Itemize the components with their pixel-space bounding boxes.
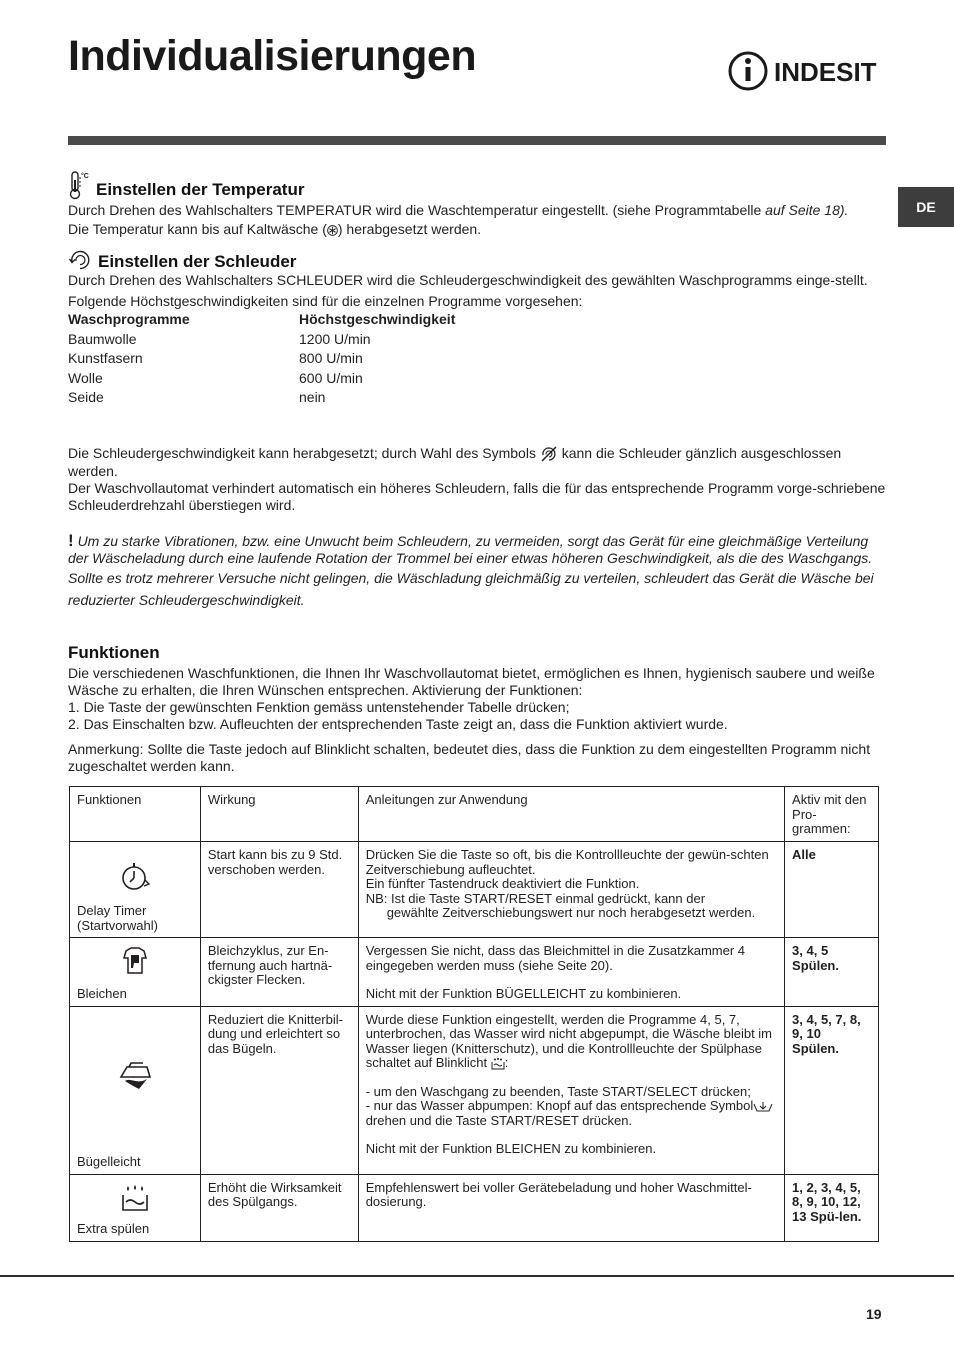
extra-rinse-icon bbox=[120, 1183, 150, 1213]
active-cell: 3, 4, 5, 7, 8, 9, 10 Spülen. bbox=[785, 1006, 879, 1174]
warning-icon: ! bbox=[68, 531, 74, 550]
temperature-section bbox=[68, 170, 888, 238]
functions-note: Anmerkung: Sollte die Taste jedoch auf Blinklicht schalten, bedeutet dies, dass die Funktion zu dem eingestellten Programm nicht zugeschaltet werden kann. bbox=[68, 741, 871, 774]
thermometer-icon bbox=[68, 170, 90, 200]
spin-text-3: Die Schleudergeschwindigkeit kann herabgesetzt; durch Wahl des Symbols kann die Schleuder gänzlich ausgeschlossen werden. bbox=[68, 445, 842, 480]
function-cell bbox=[70, 1006, 201, 1174]
active-cell: Alle bbox=[785, 842, 879, 938]
table-row: Kunstfasern 800 U/min bbox=[68, 350, 363, 366]
page-title: Individualisierungen bbox=[68, 32, 477, 80]
usage-cell: Wurde diese Funktion eingestellt, werden die Programme 4, 5, 7, unterbrochen, das Wasser wird nicht abgepumpt, die Wäsche bleibt im Wasser liegen (Knitterschutz), und die Kontrollleuchte der Spülphase schaltet auf Blinklicht : - um den Waschgang zu beenden, Taste START/SELECT drücken; - nur das Wasser abpumpen: Knopf auf das entsprechende Symboldrehen und die Taste START/RESET drücken. Nicht mit der Funktion BLEICHEN zu kombinieren. bbox=[358, 1006, 784, 1174]
function-name: Delay Timer (Startvorwahl) bbox=[77, 903, 158, 933]
functions-table bbox=[69, 786, 879, 1242]
usage-cell: Empfehlenswert bei voller Gerätebeladung und hoher Waschmittel-dosierung. bbox=[358, 1174, 784, 1241]
column-header: Wirkung bbox=[200, 787, 358, 842]
spin-icon bbox=[68, 248, 92, 272]
spin-section bbox=[68, 248, 888, 408]
temperature-text-2: Die Temperatur kann bis auf Kaltwäsche ( ) herabgesetzt werden. bbox=[68, 221, 482, 237]
function-cell bbox=[70, 842, 201, 938]
temperature-heading: Einstellen der Temperatur bbox=[96, 180, 305, 199]
functions-table-header bbox=[70, 787, 879, 842]
spin-speed-table bbox=[68, 310, 455, 408]
table-row bbox=[70, 938, 879, 1007]
no-spin-icon bbox=[540, 445, 558, 463]
usage-cell: Drücken Sie die Taste so oft, bis die Kontrollleuchte der gewün-schten Zeitverschiebung aufleuchtet. Ein fünfter Tastendruck deaktiviert die Funktion. NB: Ist die Taste START/RESET einmal gedrückt, kann der gewählte Zeitverschiebungswert nur noch herabgesetzt werden. bbox=[358, 842, 784, 938]
table-row: Seide nein bbox=[68, 389, 326, 405]
brand-name: INDESIT bbox=[774, 57, 877, 87]
effect-cell: Bleichzyklus, zur En-tfernung auch hartnä-ckigster Flecken. bbox=[200, 938, 358, 1007]
warning-text-2: Sollte es trotz mehrerer Versuche nicht gelingen, die Wäschladung gleichmäßig zu verteilen, schleudert das Gerät die Wäsche bei reduzierter Schleudergeschwindigkeit. bbox=[68, 570, 874, 608]
column-header: Waschprogramme bbox=[68, 311, 190, 327]
column-header: Aktiv mit den Pro-grammen: bbox=[785, 787, 879, 842]
active-cell: 1, 2, 3, 4, 5, 8, 9, 10, 12, 13 Spü-len. bbox=[785, 1174, 879, 1241]
function-name: Extra spülen bbox=[77, 1221, 150, 1236]
spin-warning bbox=[68, 532, 888, 611]
functions-step-1: 1. Die Taste der gewünschten Fenktion gemäss untenstehender Tabelle drücken; bbox=[68, 699, 570, 715]
spin-heading-row bbox=[68, 248, 888, 272]
table-row bbox=[70, 1006, 879, 1174]
column-header: Höchstgeschwindigkeit bbox=[299, 311, 456, 327]
bleach-icon bbox=[121, 946, 149, 976]
active-cell: 3, 4, 5 Spülen. bbox=[785, 938, 879, 1007]
warning-text-1: ! Um zu starke Vibrationen, bzw. eine Unwucht beim Schleudern, zu vermeiden, sorgt das Gerät für eine gleichmäßige Verteilung der Wäscheladung durch eine laufende Rotation der Trommel bei einer etwas höheren Geschwindigkeit, als die des Waschgangs. bbox=[68, 531, 873, 566]
function-name: Bleichen bbox=[77, 986, 127, 1001]
functions-section bbox=[68, 643, 888, 775]
page-number: 19 bbox=[866, 1306, 882, 1322]
snowflake-icon bbox=[327, 225, 338, 236]
temperature-heading-row bbox=[68, 170, 888, 200]
indesit-logo-icon bbox=[728, 50, 893, 92]
spin-text-1: Durch Drehen des Wahlschalters SCHLEUDER wird die Schleudergeschwindigkeit des gewählten Waschprogramms einge-stellt. bbox=[68, 272, 868, 288]
usage-cell: Vergessen Sie nicht, dass das Bleichmittel in die Zusatzkammer 4 eingegeben werden muss (siehe Seite 20). Nicht mit der Funktion BÜGELLEICHT zu kombinieren. bbox=[358, 938, 784, 1007]
spin-text-2: Folgende Höchstgeschwindigkeiten sind für die einzelnen Programme vorgesehen: bbox=[68, 293, 583, 309]
drain-icon bbox=[753, 1101, 773, 1113]
column-header: Funktionen bbox=[70, 787, 201, 842]
table-row bbox=[70, 842, 879, 938]
easy-iron-icon bbox=[117, 1059, 153, 1091]
table-row: Baumwolle 1200 U/min bbox=[68, 330, 371, 347]
functions-intro: Die verschiedenen Waschfunktionen, die Ihnen Ihr Waschvollautomat bietet, ermöglichen es Ihnen, hygienisch saubere und weiße Wäsche zu erhalten, die Ihren Wünschen entsprechen. Aktivierung der Funktionen: bbox=[68, 665, 875, 698]
spin-text-4: Der Waschvollautomat verhindert automatisch ein höheres Schleudern, falls die für das entsprechende Programm vorge-schriebene Schleuderdrehzahl überstiegen wird. bbox=[68, 480, 886, 514]
spin-heading: Einstellen der Schleuder bbox=[98, 252, 297, 271]
effect-cell: Reduziert die Knitterbil-dung und erleichtert so das Bügeln. bbox=[200, 1006, 358, 1174]
functions-step-2: 2. Das Einschalten bzw. Aufleuchten der entsprechenden Taste zeigt an, dass die Funktion aktiviert wurde. bbox=[68, 716, 728, 732]
column-header: Anleitungen zur Anwendung bbox=[358, 787, 784, 842]
rinse-icon bbox=[491, 1057, 505, 1070]
function-name: Bügelleicht bbox=[77, 1154, 141, 1169]
spin-notes bbox=[68, 445, 888, 514]
table-row bbox=[70, 1174, 879, 1241]
table-row: Wolle 600 U/min bbox=[68, 369, 363, 386]
bottom-divider bbox=[0, 1275, 954, 1277]
function-cell bbox=[70, 1174, 201, 1241]
spin-table-header bbox=[68, 310, 455, 330]
temperature-text-1: Durch Drehen des Wahlschalters TEMPERATUR wird die Waschtemperatur eingestellt. (siehe Programmtabelle auf Seite 18). bbox=[68, 202, 849, 218]
language-tab: DE bbox=[898, 187, 954, 227]
top-divider bbox=[68, 136, 886, 145]
indesit-logo bbox=[728, 50, 893, 92]
functions-heading: Funktionen bbox=[68, 643, 160, 662]
celsius-label: °C bbox=[81, 173, 89, 180]
effect-cell: Erhöht die Wirksamkeit des Spülgangs. bbox=[200, 1174, 358, 1241]
delay-timer-icon bbox=[118, 860, 152, 894]
function-cell bbox=[70, 938, 201, 1007]
effect-cell: Start kann bis zu 9 Std. verschoben werden. bbox=[200, 842, 358, 938]
